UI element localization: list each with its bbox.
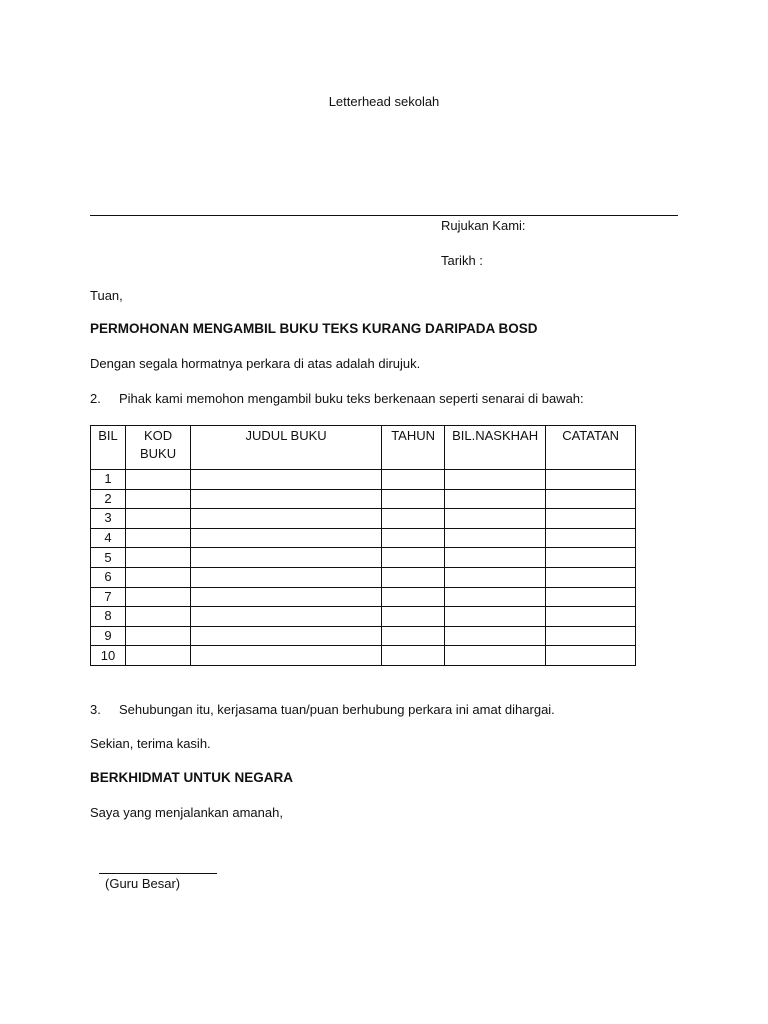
table-cell (445, 646, 546, 666)
motto: BERKHIDMAT UNTUK NEGARA (90, 770, 293, 785)
closing: Sekian, terima kasih. (90, 736, 211, 751)
header-judul-buku: JUDUL BUKU (191, 426, 382, 470)
reference-label: Rujukan Kami: (441, 218, 526, 233)
table-cell (191, 470, 382, 490)
table-cell (126, 607, 191, 627)
table-cell (546, 548, 636, 568)
table-row (91, 489, 636, 509)
row-number-cell: 2 (91, 489, 126, 509)
table-cell (126, 646, 191, 666)
table-cell (191, 626, 382, 646)
table-cell (445, 607, 546, 627)
row-number-cell: 7 (91, 587, 126, 607)
table-cell (191, 646, 382, 666)
paragraph-3-text: Sehubungan itu, kerjasama tuan/puan berhubung perkara ini amat dihargai. (119, 702, 555, 717)
row-number-cell: 1 (91, 470, 126, 490)
table-cell (382, 509, 445, 529)
table-row (91, 509, 636, 529)
letter-subject: PERMOHONAN MENGAMBIL BUKU TEKS KURANG DARIPADA BOSD (90, 321, 538, 336)
greeting: Tuan, (90, 288, 123, 303)
table-cell (445, 626, 546, 646)
table-row (91, 470, 636, 490)
header-tahun: TAHUN (382, 426, 445, 470)
table-cell (546, 470, 636, 490)
table-cell (382, 548, 445, 568)
letterhead-placeholder: Letterhead sekolah (328, 94, 440, 109)
table-cell (126, 470, 191, 490)
table-cell (126, 509, 191, 529)
row-number-cell: 8 (91, 607, 126, 627)
table-cell (445, 509, 546, 529)
table-cell (445, 548, 546, 568)
row-number-cell: 10 (91, 646, 126, 666)
table-row (91, 567, 636, 587)
row-number-cell: 9 (91, 626, 126, 646)
table-cell (126, 587, 191, 607)
table-cell (445, 489, 546, 509)
table-cell (382, 489, 445, 509)
table-cell (546, 607, 636, 627)
table-cell (546, 646, 636, 666)
table-cell (191, 607, 382, 627)
table-cell (546, 528, 636, 548)
paragraph-3 (90, 702, 555, 717)
table-cell (191, 509, 382, 529)
header-bil-naskhah: BIL.NASKHAH (445, 426, 546, 470)
table-cell (382, 607, 445, 627)
paragraph-2-text: Pihak kami memohon mengambil buku teks berkenaan seperti senarai di bawah: (119, 391, 584, 406)
table-cell (382, 587, 445, 607)
table-row (91, 646, 636, 666)
book-list-table (90, 425, 636, 666)
table-cell (126, 626, 191, 646)
table-cell (445, 470, 546, 490)
table-cell (382, 626, 445, 646)
header-catatan: CATATAN (546, 426, 636, 470)
trust-line: Saya yang menjalankan amanah, (90, 805, 283, 820)
table-cell (382, 470, 445, 490)
table-row (91, 587, 636, 607)
table-cell (126, 567, 191, 587)
table-cell (191, 548, 382, 568)
table-cell (191, 489, 382, 509)
table-cell (126, 489, 191, 509)
table-cell (382, 646, 445, 666)
date-label: Tarikh : (441, 253, 483, 268)
header-divider (90, 215, 678, 216)
paragraph-2-number: 2. (90, 391, 101, 406)
table-cell (191, 528, 382, 548)
table-cell (546, 587, 636, 607)
signature-line (99, 873, 217, 874)
table-cell (382, 528, 445, 548)
table-row (91, 626, 636, 646)
table-header-row (91, 426, 636, 470)
table-cell (445, 528, 546, 548)
signatory-title: (Guru Besar) (105, 876, 181, 891)
row-number-cell: 3 (91, 509, 126, 529)
paragraph-3-number: 3. (90, 702, 101, 717)
table-row (91, 607, 636, 627)
row-number-cell: 4 (91, 528, 126, 548)
table-cell (546, 626, 636, 646)
paragraph-2 (90, 391, 584, 406)
table-cell (191, 567, 382, 587)
table-cell (546, 509, 636, 529)
table-cell (191, 587, 382, 607)
table-cell (126, 548, 191, 568)
header-bil: BIL (91, 426, 126, 470)
row-number-cell: 5 (91, 548, 126, 568)
table-cell (546, 489, 636, 509)
table-cell (382, 567, 445, 587)
table-cell (126, 528, 191, 548)
table-cell (445, 587, 546, 607)
paragraph-1: Dengan segala hormatnya perkara di atas adalah dirujuk. (90, 356, 421, 371)
table-cell (445, 567, 546, 587)
table-row (91, 528, 636, 548)
table-cell (546, 567, 636, 587)
row-number-cell: 6 (91, 567, 126, 587)
header-kod-buku: KOD BUKU (126, 426, 191, 470)
table-row (91, 548, 636, 568)
